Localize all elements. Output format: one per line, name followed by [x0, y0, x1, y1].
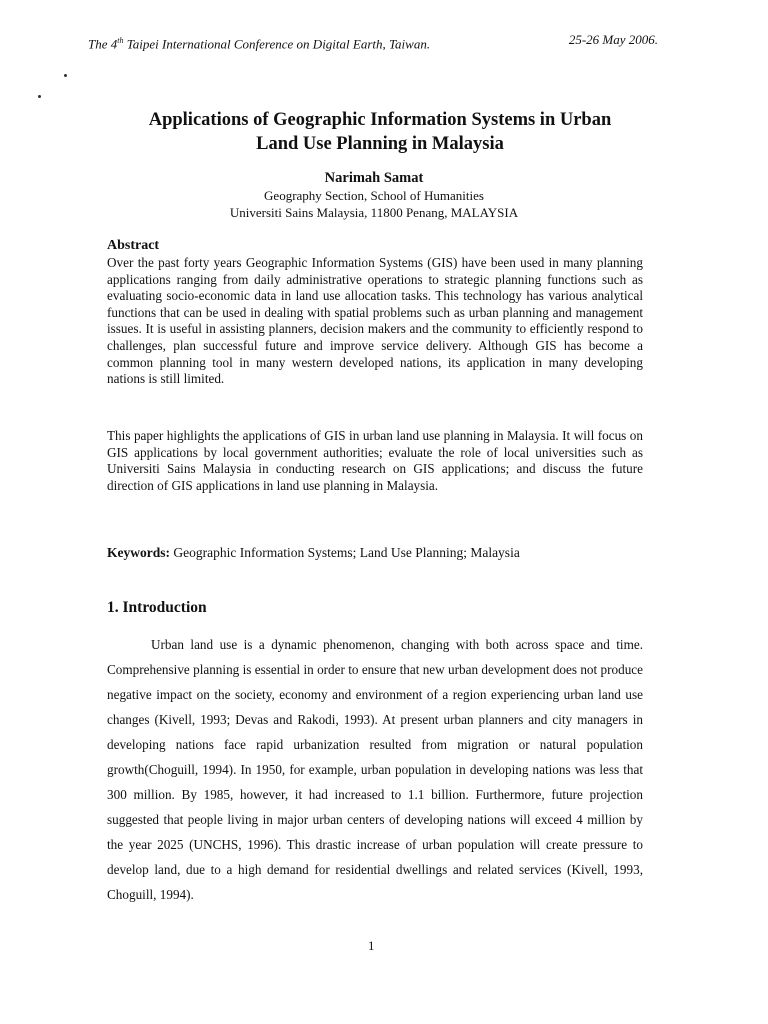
- author-name: Narimah Samat: [324, 170, 424, 186]
- title-line-2: Land Use Planning in Malaysia: [256, 134, 504, 154]
- keywords-label: Keywords:: [107, 545, 170, 560]
- affiliation-line-2: Universiti Sains Malaysia, 11800 Penang, MALAYSIA: [229, 205, 519, 220]
- scan-speck: [38, 95, 41, 98]
- abstract-paragraph-1: Over the past forty years Geographic Information Systems (GIS) have been used in many planning applications ranging from daily administrative operations to strategic planning functions such as evaluating socio-economic data in land use allocation tasks. This technology has various analytical functions that can be used in dealing with spatial problems such as urban planning and management issues. It is useful in assisting planners, decision makers and the community to efficiently respond to challenges, plan successful future and improve service delivery. Although GIS has become a common planning tool in many western developed nations, its application in many developing nations is still limited.: [107, 255, 643, 387]
- conference-name: The 4th Taipei International Conference on Digital Earth, Taiwan.: [88, 36, 431, 52]
- scan-speck: [64, 74, 67, 77]
- introduction-heading: 1. Introduction: [107, 599, 207, 616]
- page-number: 1: [368, 938, 375, 953]
- abstract-heading: Abstract: [107, 238, 160, 253]
- title-line-1: Applications of Geographic Information Systems in Urban: [148, 110, 612, 130]
- affiliation-line-1: Geography Section, School of Humanities: [264, 188, 484, 203]
- keywords-line: [107, 545, 520, 561]
- paper-title: [80, 108, 680, 156]
- conference-date: 25-26 May 2006.: [568, 32, 658, 47]
- abstract-paragraph-2: This paper highlights the applications of GIS in urban land use planning in Malaysia. It will focus on GIS applications by local government authorities; evaluate the role of local universities such as Universiti Sains Malaysia in conducting research on GIS applications; and discuss the future direction of GIS applications in land use planning in Malaysia.: [107, 428, 643, 493]
- running-header: [60, 32, 658, 56]
- keywords-text: Geographic Information Systems; Land Use Planning; Malaysia: [170, 545, 520, 560]
- introduction-paragraph: Urban land use is a dynamic phenomenon, changing with both across space and time. Comprehensive planning is essential in order to ensure that new urban development does not produce negative impact on the society, economy and environment of a region experiencing urban land use changes (Kivell, 1993; Devas and Rakodi, 1993). At present urban planners and city managers in developing nations face rapid urbanization resulted from migration or natural population growth(Choguill, 1994). In 1950, for example, urban population in developing nations was less that 300 million. By 1985, however, it had increased to 1.1 billion. Furthermore, future projection suggested that people living in major urban centers of developing nations will exceed 4 million by the year 2025 (UNCHS, 1996). This drastic increase of urban population will create pressure to develop land, due to a high demand for residential dwellings and related services (Kivell, 1993, Choguill, 1994).: [107, 637, 643, 902]
